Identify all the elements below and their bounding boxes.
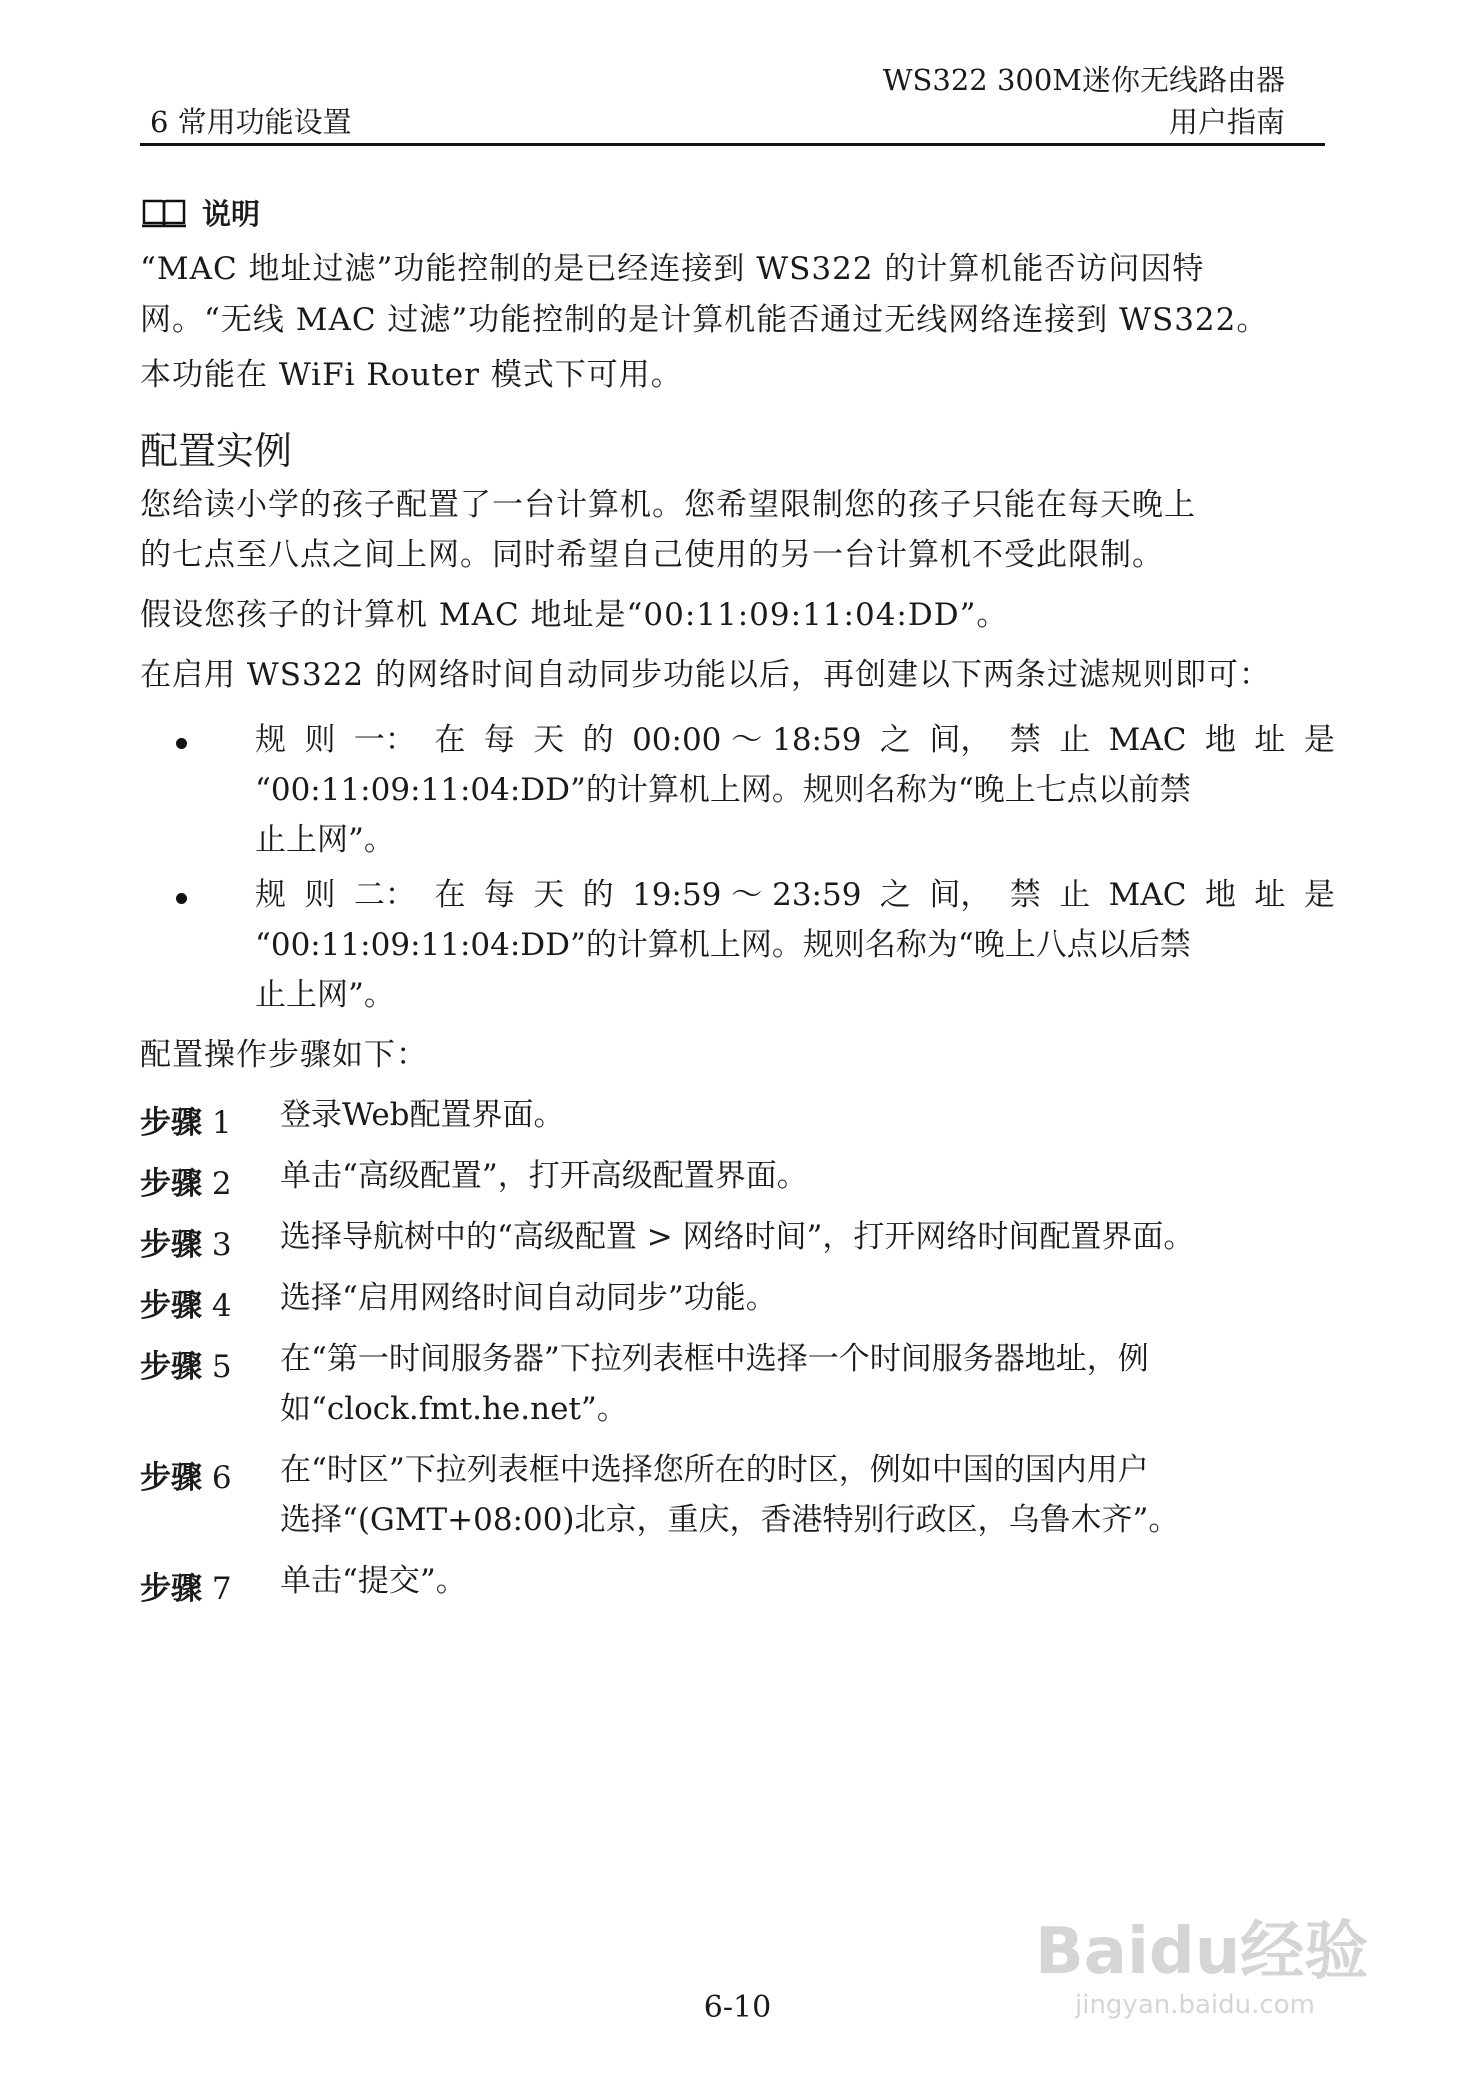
step-label: 步骤 6 bbox=[140, 1460, 232, 1496]
note-heading bbox=[140, 192, 260, 233]
enable-line: 在启用 WS322 的网络时间自动同步功能以后，再创建以下两条过滤规则即可： bbox=[140, 657, 1271, 693]
watermark-logo: Baidu经验 bbox=[1035, 1915, 1369, 1989]
step-label: 步骤 2 bbox=[140, 1166, 232, 1202]
step-label: 步骤 3 bbox=[140, 1227, 232, 1263]
step-text-continued: 如“clock.fmt.he.net”。 bbox=[280, 1391, 628, 1427]
step-text: 单击“提交”。 bbox=[280, 1563, 467, 1599]
step-text: 选择导航树中的“高级配置 > 网络时间”，打开网络时间配置界面。 bbox=[280, 1219, 1195, 1255]
step-text: 在“第一时间服务器”下拉列表框中选择一个时间服务器地址，例 bbox=[280, 1341, 1149, 1377]
section-title: 配置实例 bbox=[140, 429, 293, 473]
rule-1-line-2: “00:11:09:11:04:DD”的计算机上网。规则名称为“晚上七点以前禁 bbox=[255, 772, 1191, 808]
step-text: 在“时区”下拉列表框中选择您所在的时区，例如中国的国内用户 bbox=[280, 1452, 1149, 1488]
book-icon bbox=[140, 197, 188, 229]
step-label: 步骤 5 bbox=[140, 1349, 232, 1385]
assume-line: 假设您孩子的计算机 MAC 地址是“00:11:09:11:04:DD”。 bbox=[140, 597, 1009, 633]
header-product-title: WS322 300M迷你无线路由器 bbox=[882, 63, 1285, 97]
rule-2-line-1: 规 则 二： 在 每 天 的 19:59 ～ 23:59 之 间， 禁 止 MAC 地 址 是 bbox=[255, 877, 1335, 913]
header-chapter: 6 常用功能设置 bbox=[150, 105, 352, 139]
note-line-1: “MAC 地址过滤”功能控制的是已经连接到 WS322 的计算机能否访问因特 bbox=[140, 251, 1205, 287]
rule-1-line-3: 止上网”。 bbox=[255, 822, 395, 858]
step-text-continued: 选择“(GMT+08:00)北京，重庆，香港特别行政区，乌鲁木齐”。 bbox=[280, 1502, 1180, 1538]
note-label: 说明 bbox=[202, 197, 261, 231]
watermark-url: jingyan.baidu.com bbox=[1075, 1990, 1315, 2020]
baidu-watermark bbox=[1015, 1890, 1395, 2050]
note-line-2: 网。“无线 MAC 过滤”功能控制的是计算机能否通过无线网络连接到 WS322。 bbox=[140, 302, 1269, 338]
header-guide: 用户指南 bbox=[1168, 105, 1285, 139]
note-line-3: 本功能在 WiFi Router 模式下可用。 bbox=[140, 357, 683, 393]
rule-2-line-3: 止上网”。 bbox=[255, 977, 395, 1013]
header-rule bbox=[140, 143, 1325, 146]
intro-line-1: 您给读小学的孩子配置了一台计算机。您希望限制您的孩子只能在每天晚上 bbox=[140, 487, 1196, 523]
steps-intro: 配置操作步骤如下： bbox=[140, 1037, 428, 1073]
step-label: 步骤 7 bbox=[140, 1571, 232, 1607]
rule-1-line-1: 规 则 一： 在 每 天 的 00:00 ～ 18:59 之 间， 禁 止 MAC 地 址 是 bbox=[255, 722, 1335, 758]
bullet-icon bbox=[176, 738, 187, 749]
rule-2-line-2: “00:11:09:11:04:DD”的计算机上网。规则名称为“晚上八点以后禁 bbox=[255, 927, 1191, 963]
intro-line-2: 的七点至八点之间上网。同时希望自己使用的另一台计算机不受此限制。 bbox=[140, 537, 1164, 573]
bullet-icon bbox=[176, 893, 187, 904]
step-label: 步骤 1 bbox=[140, 1105, 232, 1141]
page-number: 6-10 bbox=[703, 1990, 772, 2025]
step-text: 登录Web配置界面。 bbox=[280, 1097, 565, 1133]
step-text: 选择“启用网络时间自动同步”功能。 bbox=[280, 1280, 777, 1316]
step-text: 单击“高级配置”，打开高级配置界面。 bbox=[280, 1158, 808, 1194]
step-label: 步骤 4 bbox=[140, 1288, 232, 1324]
